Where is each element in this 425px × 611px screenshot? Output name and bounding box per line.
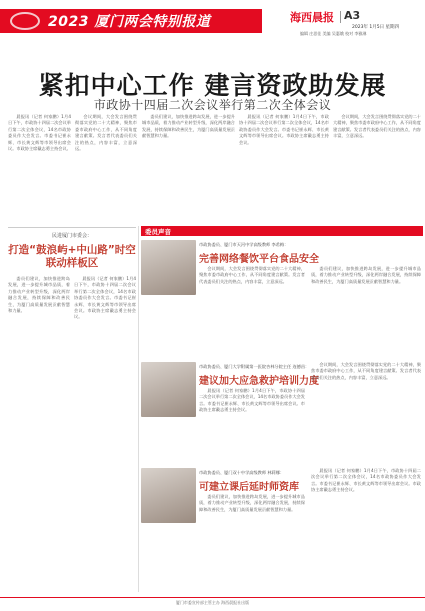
sub-article-byline: 民进厦门市委会： (51, 233, 92, 239)
delegate-photo (141, 362, 196, 417)
footer-text: 厦门市委宣传部主管主办 海西晨报社出版 (175, 600, 250, 605)
voice-paragraph: 会议期间，大会发言围绕贯彻落实党的二十大精神，聚焦市委市政府中心工作，从不同角度建言献策。发言者代表委员们关注的热点，内容丰富，立意深远。 (311, 362, 421, 380)
header-divider (340, 11, 341, 23)
committee-voices-section (141, 226, 423, 586)
section-divider (8, 227, 136, 228)
voice-paragraph: 委员们建议，加快推进跨岛发展，进一步提升城市品质，着力推动产业转型升级，深化两岸融合发展，持续保障和改善民生，为厦门高质量发展贡献智慧和力量。 (199, 494, 305, 512)
voice-item (141, 362, 423, 462)
voice-text (199, 266, 305, 352)
article-paragraph: 会议期间，大会发言围绕贯彻落实党的二十大精神，聚焦市委市政府中心工作，从不同角度建言献策。发言者代表委员们关注的热点，内容丰富，立意深远。 (75, 114, 137, 152)
article-column-1 (8, 114, 71, 222)
page-number: A3 (344, 9, 361, 22)
voice-item (141, 468, 423, 586)
article-column-2 (75, 114, 137, 222)
article-column-4 (239, 114, 329, 222)
page-footer (0, 597, 425, 611)
voice-text (199, 494, 305, 584)
article-paragraph: 会议期间，大会发言围绕贯彻落实党的二十大精神，聚焦市委市政府中心工作，从不同角度建言献策。发言者代表委员们关注的热点，内容丰富，立意深远。 (333, 114, 421, 139)
issue-date: 2023年 1月5日 星期四 (352, 25, 400, 30)
article-column-5 (333, 114, 421, 222)
section-bar (141, 226, 423, 236)
article-paragraph: 晨报讯（记者 何家鹏）1月4日下午，市政协十四届二次会议举行第二次全体会议，14名市政协委员作大会发言。市委书记崔永辉、市长黄文辉等市领导出席会议。市政协主席戴志勇主持会议。 (8, 114, 71, 152)
voice-text (311, 362, 421, 458)
page-header (0, 0, 425, 35)
voice-title: 建议加大应急救护培训力度 (199, 376, 319, 387)
article-paragraph: 委员们建议，加快推进跨岛发展，进一步提升城市品质，着力推动产业转型升级，深化两岸融合发展，持续保障和改善民生，为厦门高质量发展贡献智慧和力量。 (142, 114, 235, 139)
subheadline: 市政协十四届二次会议举行第二次全体会议 (93, 98, 332, 112)
section-tag: 委员声音 (145, 228, 171, 236)
article-column-3 (142, 114, 235, 222)
delegate-byline: 市政协委员、厦门双十中学高级教师 林莉娜： (199, 470, 285, 475)
voice-paragraph: 晨报讯（记者 何家鹏）1月4日下午，市政协十四届二次会议举行第二次全体会议，14名市政协委员作大会发言。市委书记崔永辉、市长黄文辉等市领导出席会议。市政协主席戴志勇主持会议。 (311, 468, 421, 493)
banner-title: 2023 厦门两会特别报道 (48, 14, 211, 30)
voice-paragraph: 会议期间，大会发言围绕贯彻落实党的二十大精神，聚焦市委市政府中心工作，从不同角度建言献策。发言者代表委员们关注的热点，内容丰富，立意深远。 (199, 266, 305, 284)
voice-title: 完善网络餐饮平台食品安全 (199, 254, 319, 265)
voice-text (311, 266, 421, 352)
article-paragraph: 晨报讯（记者 何家鹏）1月4日下午，市政协十四届二次会议举行第二次全体会议，14名市政协委员作大会发言。市委书记崔永辉、市长黄文辉等市领导出席会议。市政协主席戴志勇主持会议。 (239, 114, 329, 145)
voice-text (311, 468, 421, 584)
headline: 紧扣中心工作 建言资政助发展 (38, 71, 387, 100)
voice-paragraph: 晨报讯（记者 何家鹏）1月4日下午，市政协十四届二次会议举行第二次全体会议，14名市政协委员作大会发言。市委书记崔永辉、市长黄文辉等市领导出席会议。市政协主席戴志勇主持会议。 (199, 388, 305, 413)
column-divider (138, 226, 139, 592)
delegate-photo (141, 240, 196, 295)
sub-article-column-2 (74, 276, 136, 592)
voice-title: 可建立课后延时师资库 (199, 482, 299, 493)
delegate-byline: 市政协委员、厦门市天河中学高级教师 李希梅： (199, 242, 289, 247)
sub-article-column-1 (8, 276, 70, 592)
article-paragraph: 委员们建议，加快推进跨岛发展，进一步提升城市品质，着力推动产业转型升级，深化两岸融合发展，持续保障和改善民生，为厦门高质量发展贡献智慧和力量。 (8, 276, 70, 314)
delegate-byline: 市政协委员、厦门大学附属第一医院杏林分院主任 连德昌： (199, 364, 310, 369)
newspaper-logo: 海西晨报 (290, 11, 334, 24)
voice-item (141, 240, 423, 356)
sub-article-title: 打造“鼓浪屿+中山路”时空联动样板区 (8, 244, 136, 269)
delegate-photo (141, 468, 196, 523)
voice-text (199, 388, 305, 458)
voice-paragraph: 委员们建议，加快推进跨岛发展，进一步提升城市品质，着力推动产业转型升级，深化两岸融合发展，持续保障和改善民生，为厦门高质量发展贡献智慧和力量。 (311, 266, 421, 284)
editor-credits: 编辑 庄思佳 美编 吴惠娥 校对 李雅淋 (300, 31, 367, 36)
banner-emblem-icon (10, 12, 40, 30)
article-paragraph: 晨报讯（记者 何家鹏）1月4日下午，市政协十四届二次会议举行第二次全体会议，14名市政协委员作大会发言。市委书记崔永辉、市长黄文辉等市领导出席会议。市政协主席戴志勇主持会议。 (74, 276, 136, 320)
